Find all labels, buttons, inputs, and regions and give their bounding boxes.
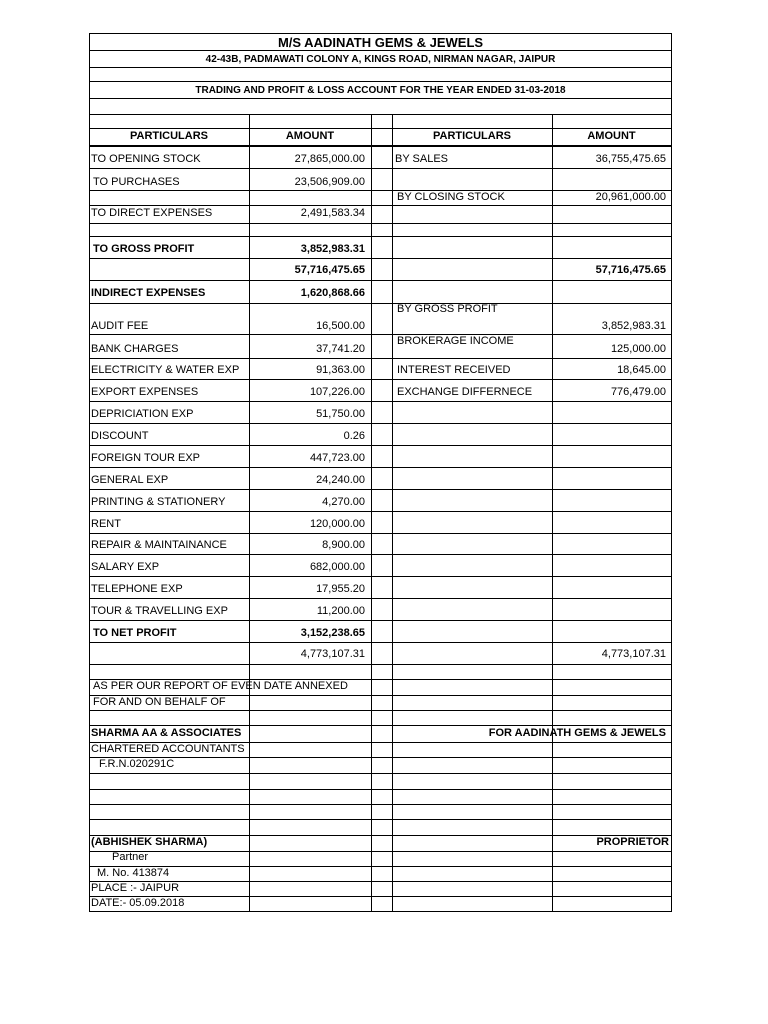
expense-label: TOUR & TRAVELLING EXP <box>91 605 228 617</box>
signatory-name: (ABHISHEK SHARMA) <box>91 836 208 848</box>
statement-title: TRADING AND PROFIT & LOSS ACCOUNT FOR THE YEAR ENDED 31-03-2018 <box>195 85 566 96</box>
opening-stock-amount: 27,865,000.00 <box>294 153 365 165</box>
expense-label: GENERAL EXP <box>91 474 169 486</box>
closing-stock-amount: 20,961,000.00 <box>595 191 666 203</box>
auditor-firm: SHARMA AA & ASSOCIATES <box>91 727 242 739</box>
direct-expenses-label: TO DIRECT EXPENSES <box>91 207 213 219</box>
closing-stock-label: BY CLOSING STOCK <box>397 191 505 203</box>
expense-amount: 447,723.00 <box>309 452 365 464</box>
expense-label: SALARY EXP <box>91 561 160 573</box>
direct-expenses-amount: 2,491,583.34 <box>300 207 365 219</box>
expense-label: DEPRICIATION EXP <box>91 408 194 420</box>
expense-amount: 11,200.00 <box>316 605 365 617</box>
income-label: INTEREST RECEIVED <box>397 364 511 376</box>
expense-label: DISCOUNT <box>91 430 149 442</box>
membership-number: M. No. 413874 <box>97 867 170 879</box>
left-amount-header: AMOUNT <box>285 130 335 142</box>
income-label: EXCHANGE DIFFERNECE <box>397 386 533 398</box>
pl-right-total: 4,773,107.31 <box>601 648 666 660</box>
pl-left-total: 4,773,107.31 <box>300 648 365 660</box>
gross-profit-amount: 3,852,983.31 <box>300 243 365 255</box>
expense-label: BANK CHARGES <box>91 343 179 355</box>
proprietor-label: PROPRIETOR <box>596 836 669 848</box>
date: DATE:- 05.09.2018 <box>91 897 185 909</box>
right-particulars-header: PARTICULARS <box>432 130 511 142</box>
profit-loss-sheet <box>89 33 672 912</box>
sales-amount: 36,755,475.65 <box>595 153 666 165</box>
opening-stock-label: TO OPENING STOCK <box>91 153 201 165</box>
expense-amount: 51,750.00 <box>316 408 365 420</box>
expense-label: ELECTRICITY & WATER EXP <box>91 364 240 376</box>
expense-amount: 682,000.00 <box>309 561 365 573</box>
expense-amount: 4,270.00 <box>322 496 365 508</box>
trading-left-total: 57,716,475.65 <box>294 264 365 276</box>
income-amount: 125,000.00 <box>610 343 666 355</box>
expense-amount: 17,955.20 <box>316 583 365 595</box>
expense-label: REPAIR & MAINTAINANCE <box>91 539 227 551</box>
frn-number: F.R.N.020291C <box>99 758 175 770</box>
auditor-type: CHARTERED ACCOUNTANTS <box>91 743 245 755</box>
left-particulars-header: PARTICULARS <box>129 130 208 142</box>
income-label: BY GROSS PROFIT <box>397 303 498 315</box>
company-address: 42-43B, PADMAWATI COLONY A, KINGS ROAD, NIRMAN NAGAR, JAIPUR <box>205 54 556 65</box>
expense-amount: 37,741.20 <box>316 343 365 355</box>
income-label: BROKERAGE INCOME <box>397 335 514 347</box>
income-amount: 3,852,983.31 <box>601 320 666 332</box>
expense-amount: 107,226.00 <box>309 386 365 398</box>
expense-label: TELEPHONE EXP <box>91 583 183 595</box>
expense-amount: 91,363.00 <box>316 364 365 376</box>
company-signature-line: FOR AADINATH GEMS & JEWELS <box>488 727 666 739</box>
company-name: M/S AADINATH GEMS & JEWELS <box>277 35 484 50</box>
expense-label: AUDIT FEE <box>91 320 149 332</box>
expense-amount: 24,240.00 <box>316 474 365 486</box>
income-amount: 18,645.00 <box>617 364 666 376</box>
expense-label: FOREIGN TOUR EXP <box>91 452 201 464</box>
expense-amount: 8,900.00 <box>322 539 365 551</box>
indirect-expenses-label: INDIRECT EXPENSES <box>91 287 206 299</box>
sales-label: BY SALES <box>395 153 448 165</box>
income-amount: 776,479.00 <box>610 386 666 398</box>
purchases-label: TO PURCHASES <box>93 176 180 188</box>
expense-amount: 16,500.00 <box>316 320 365 332</box>
trading-right-total: 57,716,475.65 <box>595 264 666 276</box>
expense-amount: 120,000.00 <box>309 518 365 530</box>
net-profit-label: TO NET PROFIT <box>93 627 177 639</box>
net-profit-amount: 3,152,238.65 <box>300 627 365 639</box>
signatory-role: Partner <box>112 851 149 863</box>
report-line: AS PER OUR REPORT OF EVEN DATE ANNEXED <box>93 680 348 692</box>
expense-label: RENT <box>91 518 121 530</box>
place: PLACE :- JAIPUR <box>91 882 180 894</box>
expense-label: PRINTING & STATIONERY <box>91 496 226 508</box>
purchases-amount: 23,506,909.00 <box>294 176 365 188</box>
gross-profit-label: TO GROSS PROFIT <box>93 243 195 255</box>
expense-amount: 0.26 <box>343 430 365 442</box>
right-amount-header: AMOUNT <box>587 130 636 142</box>
indirect-expenses-amount: 1,620,868.66 <box>300 287 365 299</box>
expense-label: EXPORT EXPENSES <box>91 386 199 398</box>
behalf-line: FOR AND ON BEHALF OF <box>93 696 226 708</box>
